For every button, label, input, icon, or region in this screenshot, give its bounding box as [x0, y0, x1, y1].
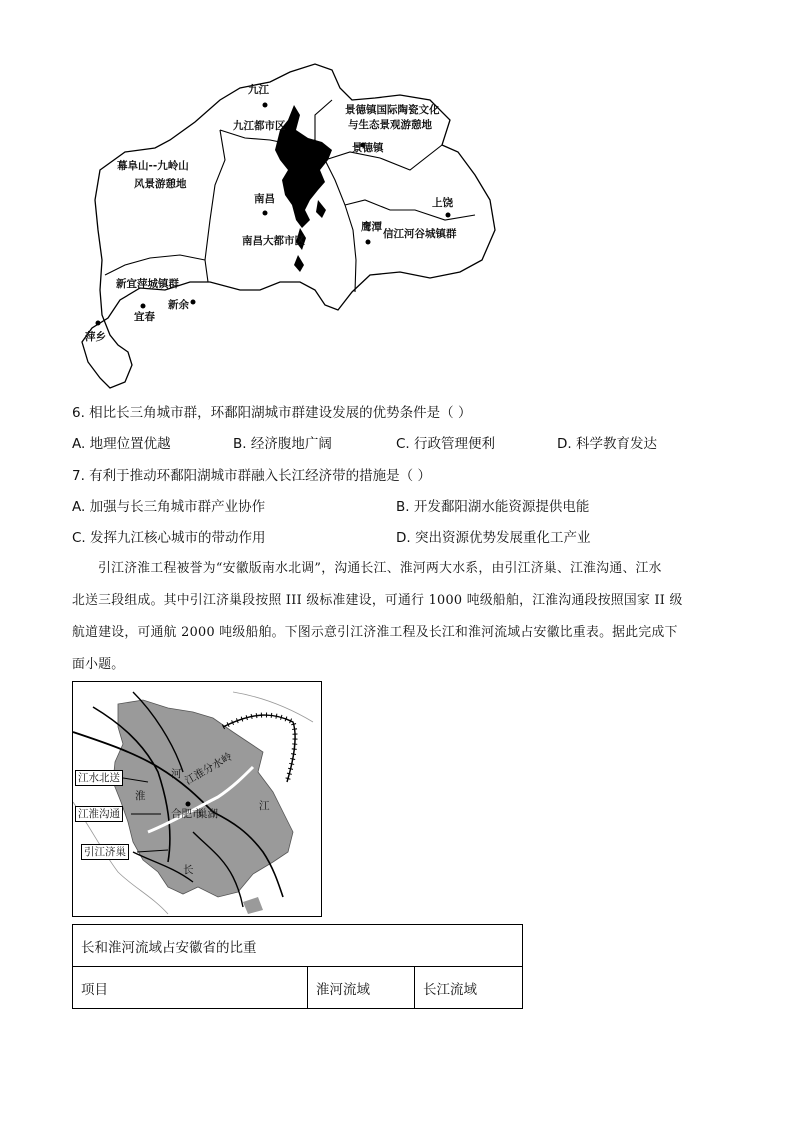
map-yinjiang-jihuai	[72, 681, 322, 917]
map-anhui-shape	[73, 682, 321, 916]
label-jiangshui-beisong: 江水北送	[75, 770, 123, 786]
table-title: 长和淮河流域占安徽省的比重	[73, 925, 523, 967]
question-6-stem: 6. 相比长三角城市群，环鄱阳湖城市群建设发展的优势条件是（ ）	[72, 405, 472, 421]
label-hefei: 合肥市	[171, 808, 203, 820]
passage-line-1: 引江济淮工程被誉为“安徽版南水北调”，沟通长江、淮河两大水系，由引江济巢、江淮沟通、江水	[98, 561, 662, 576]
label-mufu: 幕阜山--九岭山	[117, 160, 189, 172]
passage-line-2: 北送三段组成。其中引江济巢段按照 III 级标准建设，可通行 1000 吨级船舶，江淮沟通段按照国家 II 级	[72, 593, 683, 608]
label-chang: 长	[183, 864, 194, 876]
question-7-stem: 7. 有利于推动环鄱阳湖城市群融入长江经济带的措施是（ ）	[72, 468, 431, 484]
label-yingtan: 鹰潭	[361, 221, 382, 233]
table-header-row	[73, 967, 523, 1009]
label-jianghuai-goutong: 江淮沟通	[75, 806, 123, 822]
label-watershed: 江淮分水岭	[183, 750, 235, 788]
table-header-huai: 淮河流域	[308, 967, 415, 1009]
label-jiujiang-metro: 九江都市区	[233, 120, 286, 132]
passage-line-4: 面小题。	[72, 657, 125, 672]
passage-line-3: 航道建设，可通航 2000 吨级船舶。下图示意引江济淮工程及长江和淮河流域占安徽比重表。据此完成下	[72, 625, 678, 640]
table-header-item: 项目	[73, 967, 308, 1009]
label-xinjiang: 信江河谷城镇群	[383, 228, 457, 240]
label-yinjiang-jichao: 引江济巢	[81, 844, 129, 860]
q6-option-a[interactable]: A. 地理位置优越	[72, 436, 171, 452]
label-mufu-2: 风景游憩地	[134, 178, 187, 190]
label-jiujiang: 九江	[248, 84, 269, 96]
label-jingdezhen-zone: 景德镇国际陶瓷文化	[345, 104, 440, 116]
label-nanchang-metro: 南昌大都市区	[242, 235, 305, 247]
label-chaohu: 巢湖	[197, 808, 218, 820]
q7-option-a[interactable]: A. 加强与长三角城市群产业协作	[72, 499, 266, 515]
q6-option-d[interactable]: D. 科学教育发达	[557, 436, 657, 452]
q7-option-d[interactable]: D. 突出资源优势发展重化工产业	[396, 530, 591, 546]
label-jiang: 江	[259, 800, 270, 812]
label-pingxiang: 萍乡	[85, 331, 106, 343]
label-huai: 淮	[135, 790, 146, 802]
label-jingdezhen: 景德镇	[352, 142, 384, 154]
label-xinyiping: 新宜萍城镇群	[116, 278, 179, 290]
table-title-row	[73, 925, 523, 967]
label-nanchang: 南昌	[254, 193, 275, 205]
label-jingdezhen-zone-2: 与生态景观游憩地	[348, 119, 432, 131]
label-xinyu: 新余	[168, 299, 189, 311]
table-header-changjiang: 长江流域	[415, 967, 523, 1009]
label-shangrao: 上饶	[432, 197, 453, 209]
label-yichun: 宜春	[134, 311, 155, 323]
basin-share-table	[72, 924, 523, 1009]
q6-option-b[interactable]: B. 经济腹地广阔	[233, 436, 332, 452]
q7-option-c[interactable]: C. 发挥九江核心城市的带动作用	[72, 530, 266, 546]
map-poyang-region	[70, 60, 500, 392]
q6-option-c[interactable]: C. 行政管理便利	[396, 436, 496, 452]
label-he: 河	[171, 768, 182, 780]
q7-option-b[interactable]: B. 开发鄱阳湖水能资源提供电能	[396, 499, 590, 515]
